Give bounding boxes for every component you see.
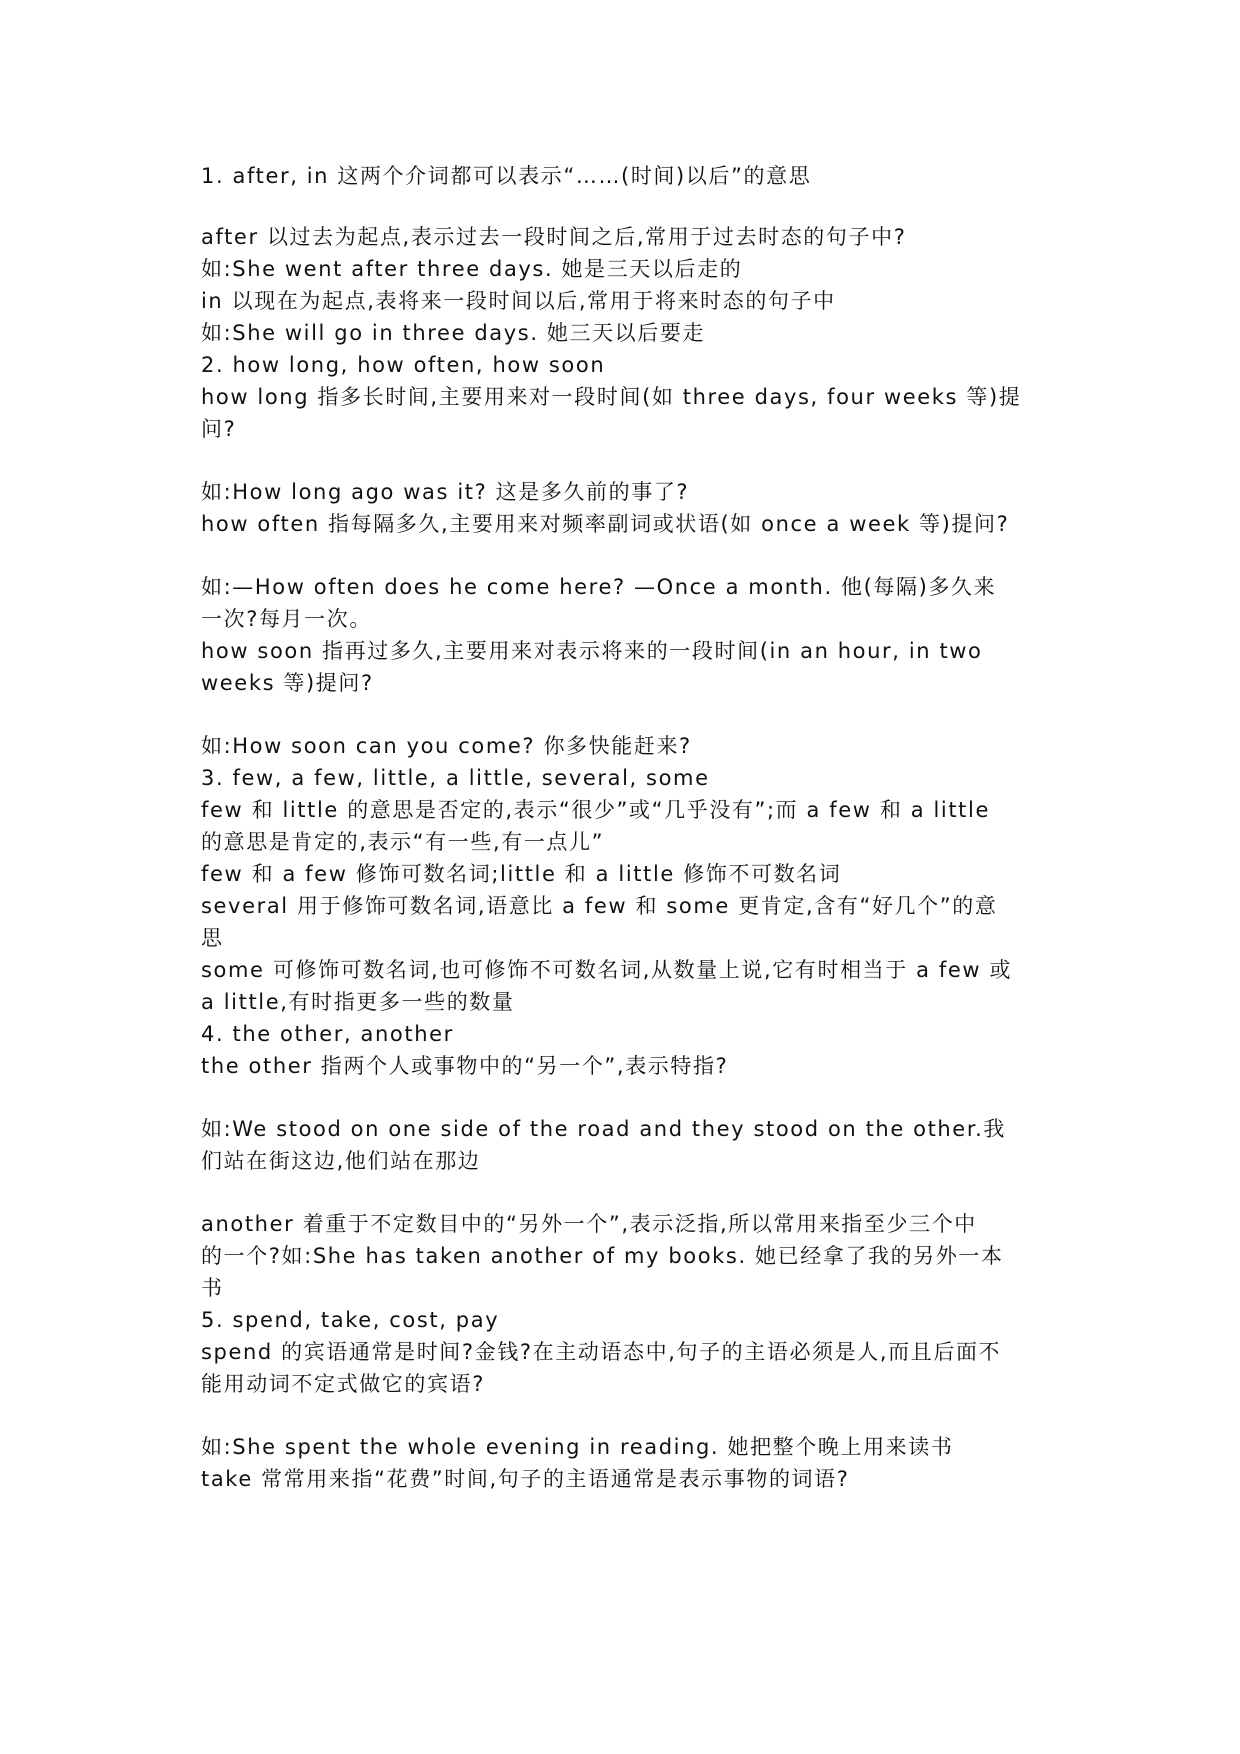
text-line: take 常常用来指“花费”时间,句子的主语通常是表示事物的词语?	[201, 1467, 850, 1491]
text-line: 一次?每月一次。	[201, 607, 372, 631]
text-line: 的一个?如:She has taken another of my books. 她已经拿了我的另外一本	[201, 1244, 1004, 1268]
text-line: another 着重于不定数目中的“另外一个”,表示泛指,所以常用来指至少三个中	[201, 1212, 977, 1236]
heading-3: 3. few, a few, little, a little, several, some	[201, 766, 710, 790]
document-page	[201, 160, 1061, 1495]
text-line: some 可修饰可数名词,也可修饰不可数名词,从数量上说,它有时相当于 a few 或	[201, 958, 1013, 982]
blank-line	[201, 1177, 1061, 1208]
text-line: few 和 a few 修饰可数名词;little 和 a little 修饰不可数名词	[201, 862, 842, 886]
example-line: 如:She will go in three days. 她三天以后要走	[201, 321, 706, 345]
text-line: how soon 指再过多久,主要用来对表示将来的一段时间(in an hour, in two	[201, 639, 983, 663]
blank-line	[201, 192, 1061, 221]
text-line: few 和 little 的意思是否定的,表示“很少”或“几乎没有”;而 a few 和 a little	[201, 798, 990, 822]
blank-line	[201, 1082, 1061, 1113]
example-line: 如:—How often does he come here? —Once a month. 他(每隔)多久来	[201, 575, 997, 599]
text-line: how often 指每隔多久,主要用来对频率副词或状语(如 once a week 等)提问?	[201, 512, 1010, 536]
example-line: 如:We stood on one side of the road and they stood on the other.我	[201, 1117, 1007, 1141]
text-line: weeks 等)提问?	[201, 671, 374, 695]
text-line: 思	[201, 926, 224, 950]
text-line: 的意思是肯定的,表示“有一些,有一点儿”	[201, 830, 605, 854]
text-line: in 以现在为起点,表将来一段时间以后,常用于将来时态的句子中	[201, 289, 836, 313]
text-line: 书	[201, 1276, 224, 1300]
text-line: after 以过去为起点,表示过去一段时间之后,常用于过去时态的句子中?	[201, 225, 907, 249]
text-line: 们站在街这边,他们站在那边	[201, 1149, 481, 1173]
text-line: 能用动词不定式做它的宾语?	[201, 1372, 485, 1396]
text-line: spend 的宾语通常是时间?金钱?在主动语态中,句子的主语必须是人,而且后面不	[201, 1340, 1002, 1364]
text-line: the other 指两个人或事物中的“另一个”,表示特指?	[201, 1054, 729, 1078]
example-line: 如:She spent the whole evening in reading. 她把整个晚上用来读书	[201, 1435, 954, 1459]
heading-4: 4. the other, another	[201, 1022, 454, 1046]
text-line: a little,有时指更多一些的数量	[201, 990, 515, 1014]
example-line: 如:How long ago was it? 这是多久前的事了?	[201, 480, 690, 504]
text-line: 问?	[201, 417, 237, 441]
example-line: 如:She went after three days. 她是三天以后走的	[201, 257, 743, 281]
heading-1: 1. after, in 这两个介词都可以表示“……(时间)以后”的意思	[201, 164, 812, 188]
blank-line	[201, 540, 1061, 571]
blank-line	[201, 699, 1061, 730]
text-line: how long 指多长时间,主要用来对一段时间(如 three days, four weeks 等)提	[201, 385, 1022, 409]
heading-2: 2. how long, how often, how soon	[201, 353, 606, 377]
blank-line	[201, 1400, 1061, 1431]
example-line: 如:How soon can you come? 你多快能赶来?	[201, 734, 692, 758]
heading-5: 5. spend, take, cost, pay	[201, 1308, 500, 1332]
text-line: several 用于修饰可数名词,语意比 a few 和 some 更肯定,含有“好几个”的意	[201, 894, 998, 918]
blank-line	[201, 445, 1061, 476]
